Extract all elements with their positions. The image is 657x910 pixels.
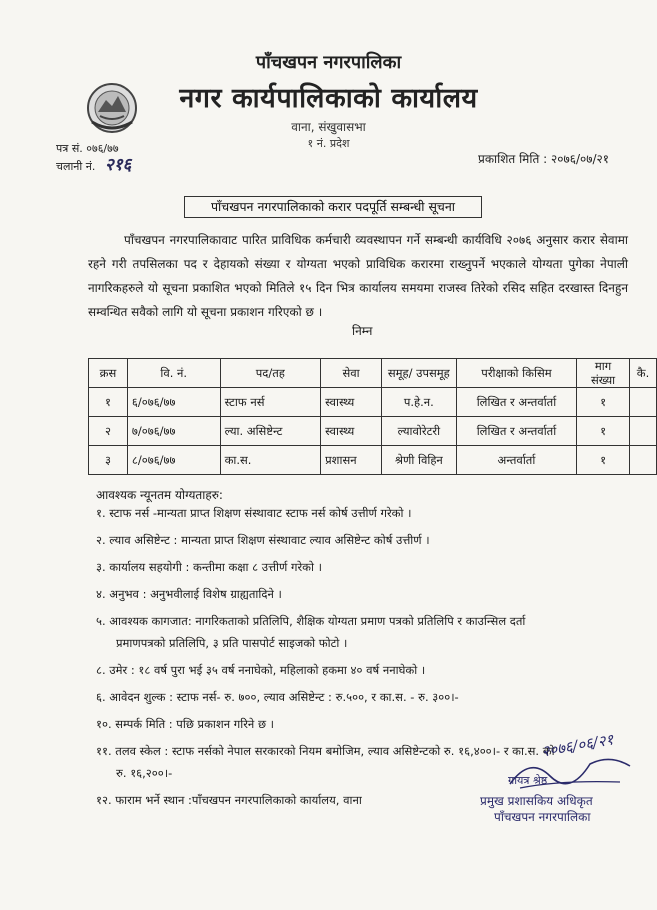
table-row [89,388,657,417]
dispatch-number [56,157,131,175]
cell-adv-no: ८/०७६/७७ [127,446,220,475]
letter-number-value: ०७६/७७ [86,142,119,155]
cell-service: प्रशासन [321,446,382,475]
cell-group: ल्यावोरेटरी [381,417,456,446]
requirement-line: ८. उमेर : १८ वर्ष पुरा भई ३५ वर्ष ननाघेको, महिलाको हकमा ४० वर्ष ननाघेको । [96,663,426,677]
col-header-remarks: कै. [629,359,656,388]
dispatch-number-value: २१६ [104,155,132,175]
requirement-line: १२. फाराम भर्ने स्थान :पाँचखपन नगरपालिकाको कार्यालय, वाना [96,793,362,807]
cell-post: ल्या. असिष्टेन्ट [220,417,321,446]
col-header-sn: क्रस [89,359,128,388]
cell-count: १ [577,417,630,446]
cell-exam: लिखित र अन्तर्वार्ता [456,417,576,446]
requirement-line-continued: प्रमाणपत्रको प्रतिलिपि, ३ प्रति पासपोर्ट साइजको फोटो । [116,636,348,650]
notice-body-text: पाँचखपन नगरपालिकावाट पारित प्राविधिक कर्मचारी व्यवस्थापन गर्ने सम्बन्धी कार्यविधि २०७६ अनुसार करार सेवामा रहने गरी तपसिलका पद र देहायको संख्या र योग्यता भएको प्राविधिक करारमा राख्नुपर्ने भएकाले योग्यता पुगेका नेपाली नागरिकहरुले यो सूचना प्रकाशित भएको मितिले १५ दिन भित्र कार्यालय समयमा राजस्व तिरेको रसिद सहित दरखास्त दिनहुन सम्वन्धित सवैको लागि यो सूचना प्रकाशन गरिएको छ । [88,233,628,319]
requirement-item [96,583,641,605]
cell-adv-no: ६/०७६/७७ [127,388,220,417]
cell-adv-no: ७/०७६/७७ [127,417,220,446]
reference-block [56,140,131,175]
requirement-line: १०. सम्पर्क मिति : पछि प्रकाशन गरिने छ । [96,717,275,731]
signer-title: प्रमुख प्रशासकिय अधिकृत [480,794,593,808]
signer-name: गायत्र श्रेष्ठ [508,774,548,787]
requirement-line: ११. तलव स्केल : स्टाफ नर्सको नेपाल सरकारको नियम बमोजिम, ल्याव असिष्टेन्टको रु. १६,४००।- र का.स. को [96,744,555,758]
col-header-count: माग संख्या [577,359,630,388]
cell-post: स्टाफ नर्स [220,388,321,417]
cell-remarks [629,446,656,475]
requirement-item [96,686,641,708]
dispatch-number-label: चलानी नं. [56,160,96,173]
cell-group: श्रेणी विहिन [381,446,456,475]
col-header-service: सेवा [321,359,382,388]
requirement-item [96,529,641,551]
requirement-line: ४. अनुभव : अनुभवीलाई विशेष ग्राह्यतादिने । [96,587,282,601]
requirement-line: ५. आवश्यक कागजात: नागरिकताको प्रतिलिपि, शैक्षिक योग्यता प्रमाण पत्रको प्रतिलिपि र काउन्सिल दर्ता [96,614,526,628]
signer-org: पाँचखपन नगरपालिका [494,810,591,824]
table-row [89,446,657,475]
cell-sn: २ [89,417,128,446]
col-header-group: समूह/ उपसमूह [381,359,456,388]
table-header-row [89,359,657,388]
nimna-label: निम्न [352,324,373,338]
notice-body [88,228,628,324]
province: १ नं. प्रदेश [307,137,350,150]
table-row [89,417,657,446]
cell-remarks [629,388,656,417]
requirement-line: २. ल्याव असिष्टेन्ट : मान्यता प्राप्त शिक्षण संस्थावाट ल्याव असिष्टेन्ट कोर्ष उत्तीर्ण । [96,533,430,547]
cell-count: १ [577,446,630,475]
notice-title: पाँचखपन नगरपालिकाको करार पदपूर्ति सम्बन्धी सूचना [184,196,482,218]
requirement-line: ३. कार्यालय सहयोगी : कन्तीमा कक्षा ८ उत्तीर्ण गरेको । [96,560,323,574]
col-header-adv-no: वि. नं. [127,359,220,388]
requirement-item [96,610,641,654]
requirement-line: १. स्टाफ नर्स -मान्यता प्राप्त शिक्षण संस्थावाट स्टाफ नर्स कोर्ष उत्तीर्ण गरेको । [96,506,412,520]
cell-service: स्वास्थ्य [321,388,382,417]
requirement-item [96,659,641,681]
published-date: प्रकाशित मिति : २०७६/०७/२१ [478,152,609,166]
office-location: वाना, संखुवासभा [291,120,366,134]
cell-sn: १ [89,388,128,417]
letter-number-label: पत्र सं. [56,142,83,155]
cell-exam: लिखित र अन्तर्वार्ता [456,388,576,417]
vacancy-table [88,358,657,475]
cell-remarks [629,417,656,446]
cell-service: स्वास्थ्य [321,417,382,446]
requirement-line: ६. आवेदन शुल्क : स्टाफ नर्स- रु. ७००, ल्याव असिष्टेन्ट : रु.५००, र का.स. - रु. ३००।- [96,690,459,704]
col-header-post: पद/तह [220,359,321,388]
requirements-heading: आवश्यक न्यूनतम योग्यताहरु: [96,488,223,502]
requirement-line-continued: रु. १६,२००।- [116,766,173,780]
cell-count: १ [577,388,630,417]
org-name: पाँचखपन नगरपालिका [255,52,402,73]
cell-sn: ३ [89,446,128,475]
col-header-exam: परीक्षाको किसिम [456,359,576,388]
office-name: नगर कार्यपालिकाको कार्यालय [179,83,478,114]
signature-date: २०७६/०६/२१ [540,730,615,761]
cell-group: प.हे.न. [381,388,456,417]
cell-post: का.स. [220,446,321,475]
requirement-item [96,713,641,735]
requirement-item [96,556,641,578]
cell-exam: अन्तर्वार्ता [456,446,576,475]
requirement-item [96,502,641,524]
